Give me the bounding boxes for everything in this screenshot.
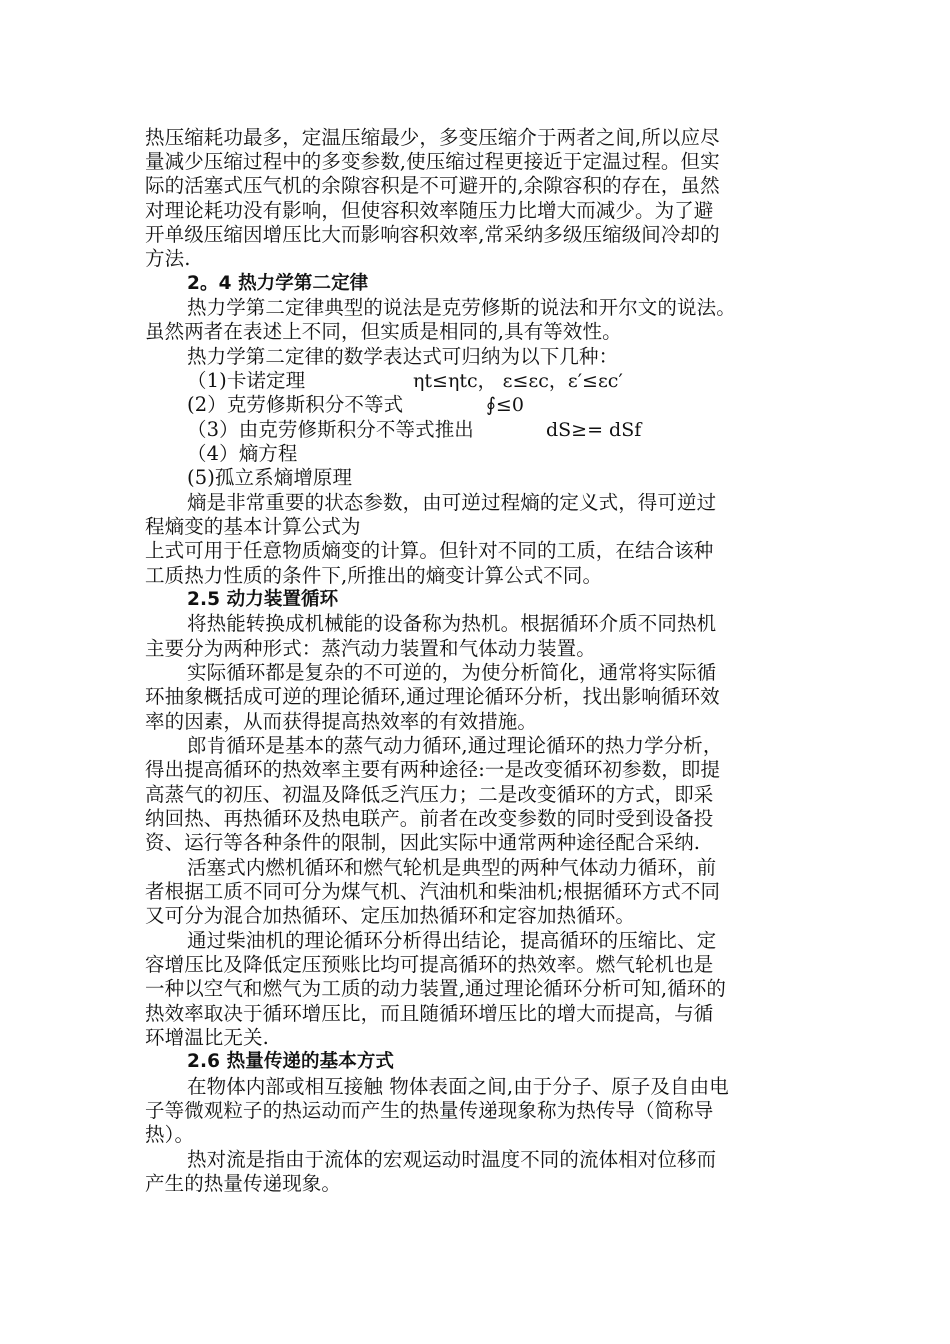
para-line: 得出提高循环的热效率主要有两种途径:一是改变循环初参数，即提 [145,758,721,781]
section-heading: 2。4 热力学第二定律 [187,273,369,294]
para-line: 热力学第二定律典型的说法是克劳修斯的说法和开尔文的说法。 [187,296,736,319]
para-line: 容增压比及降低定压预账比均可提高循环的热效率。燃气轮机也是 [145,953,714,976]
para-line: 纳回热、再热循环及热电联产。前者在改变参数的同时受到设备投 [145,807,714,830]
para-line: 际的活塞式压气机的余隙容积是不可避开的,余隙容积的存在，虽然 [145,174,720,197]
para-line: 在物体内部或相互接触 物体表面之间,由于分子、原子及自由电 [187,1075,729,1098]
para-line: 上式可用于任意物质熵变的计算。但针对不同的工质，在结合该种 [145,539,714,562]
para-line: 主要分为两种形式：蒸汽动力装置和气体动力装置。 [145,637,596,660]
para-line: 程熵变的基本计算公式为 [145,515,361,538]
para-line: 热）。 [145,1123,195,1146]
para-line: 一种以空气和燃气为工质的动力装置,通过理论循环分析可知,循环的 [145,977,726,1000]
list-item: （3）由克劳修斯积分不等式推出 [187,418,474,441]
para-line: 热力学第二定律的数学表达式可归纳为以下几种： [187,345,619,368]
para-line: 对理论耗功没有影响，但使容积效率随压力比增大而减少。为了避 [145,199,714,222]
para-line: 高蒸气的初压、初温及降低乏汽压力；二是改变循环的方式，即采 [145,783,714,806]
para-line: 虽然两者在表述上不同，但实质是相同的,具有等效性。 [145,320,622,343]
list-item: (5)孤立系熵增原理 [187,466,353,489]
list-item: （1)卡诺定理 [187,369,306,392]
para-line: 热效率取决于循环增压比，而且随循环增压比的增大而提高，与循 [145,1002,714,1025]
list-item: (2）克劳修斯积分不等式 [187,393,404,416]
para-line: 活塞式内燃机循环和燃气轮机是典型的两种气体动力循环，前 [187,856,717,879]
para-line: 热对流是指由于流体的宏观运动时温度不同的流体相对位移而 [187,1148,717,1171]
para-line: 率的因素，从而获得提高热效率的有效措施。 [145,710,538,733]
para-line: 将热能转换成机械能的设备称为热机。根据循环介质不同热机 [187,612,717,635]
carnot-formula: ηt≤ηtc， ε≤εc，ε′≤εc′ [413,370,623,392]
para-line: 资、运行等各种条件的限制，因此实际中通常两种途径配合采纳. [145,831,701,854]
derived-formula: dS≥= dSf [546,419,642,441]
para-line: 又可分为混合加热循环、定压加热循环和定容加热循环。 [145,904,636,927]
para-line: 产生的热量传递现象。 [145,1172,342,1195]
para-line: 实际循环都是复杂的不可逆的，为使分析简化，通常将实际循 [187,661,717,684]
para-line: 量减少压缩过程中的多变参数,使压缩过程更接近于定温过程。但实 [145,150,720,173]
para-line: 工质热力性质的条件下,所推出的熵变计算公式不同。 [145,564,603,587]
para-line: 方法. [145,247,191,270]
para-line: 开单级压缩因增压比大而影响容积效率,常采纳多级压缩级间冷却的 [145,223,720,246]
para-line: 熵是非常重要的状态参数，由可逆过程熵的定义式，得可逆过 [187,491,717,514]
section-heading: 2.5 动力装置循环 [187,589,339,610]
clausius-formula: ∮≤0 [486,394,524,416]
list-item: （4）熵方程 [187,442,298,465]
para-line: 者根据工质不同可分为煤气机、汽油机和柴油机;根据循环方式不同 [145,880,721,903]
section-heading: 2.6 热量传递的基本方式 [187,1051,395,1072]
para-line: 通过柴油机的理论循环分析得出结论，提高循环的压缩比、定 [187,929,717,952]
para-line: 环增温比无关. [145,1026,269,1049]
para-line: 子等微观粒子的热运动而产生的热量传递现象称为热传导（简称导 [145,1099,714,1122]
para-line: 环抽象概括成可逆的理论循环,通过理论循环分析，找出影响循环效 [145,685,720,708]
para-line: 热压缩耗功最多，定温压缩最少，多变压缩介于两者之间,所以应尽 [145,126,720,149]
para-line: 郎肯循环是基本的蒸气动力循环,通过理论循环的热力学分析， [187,734,723,757]
